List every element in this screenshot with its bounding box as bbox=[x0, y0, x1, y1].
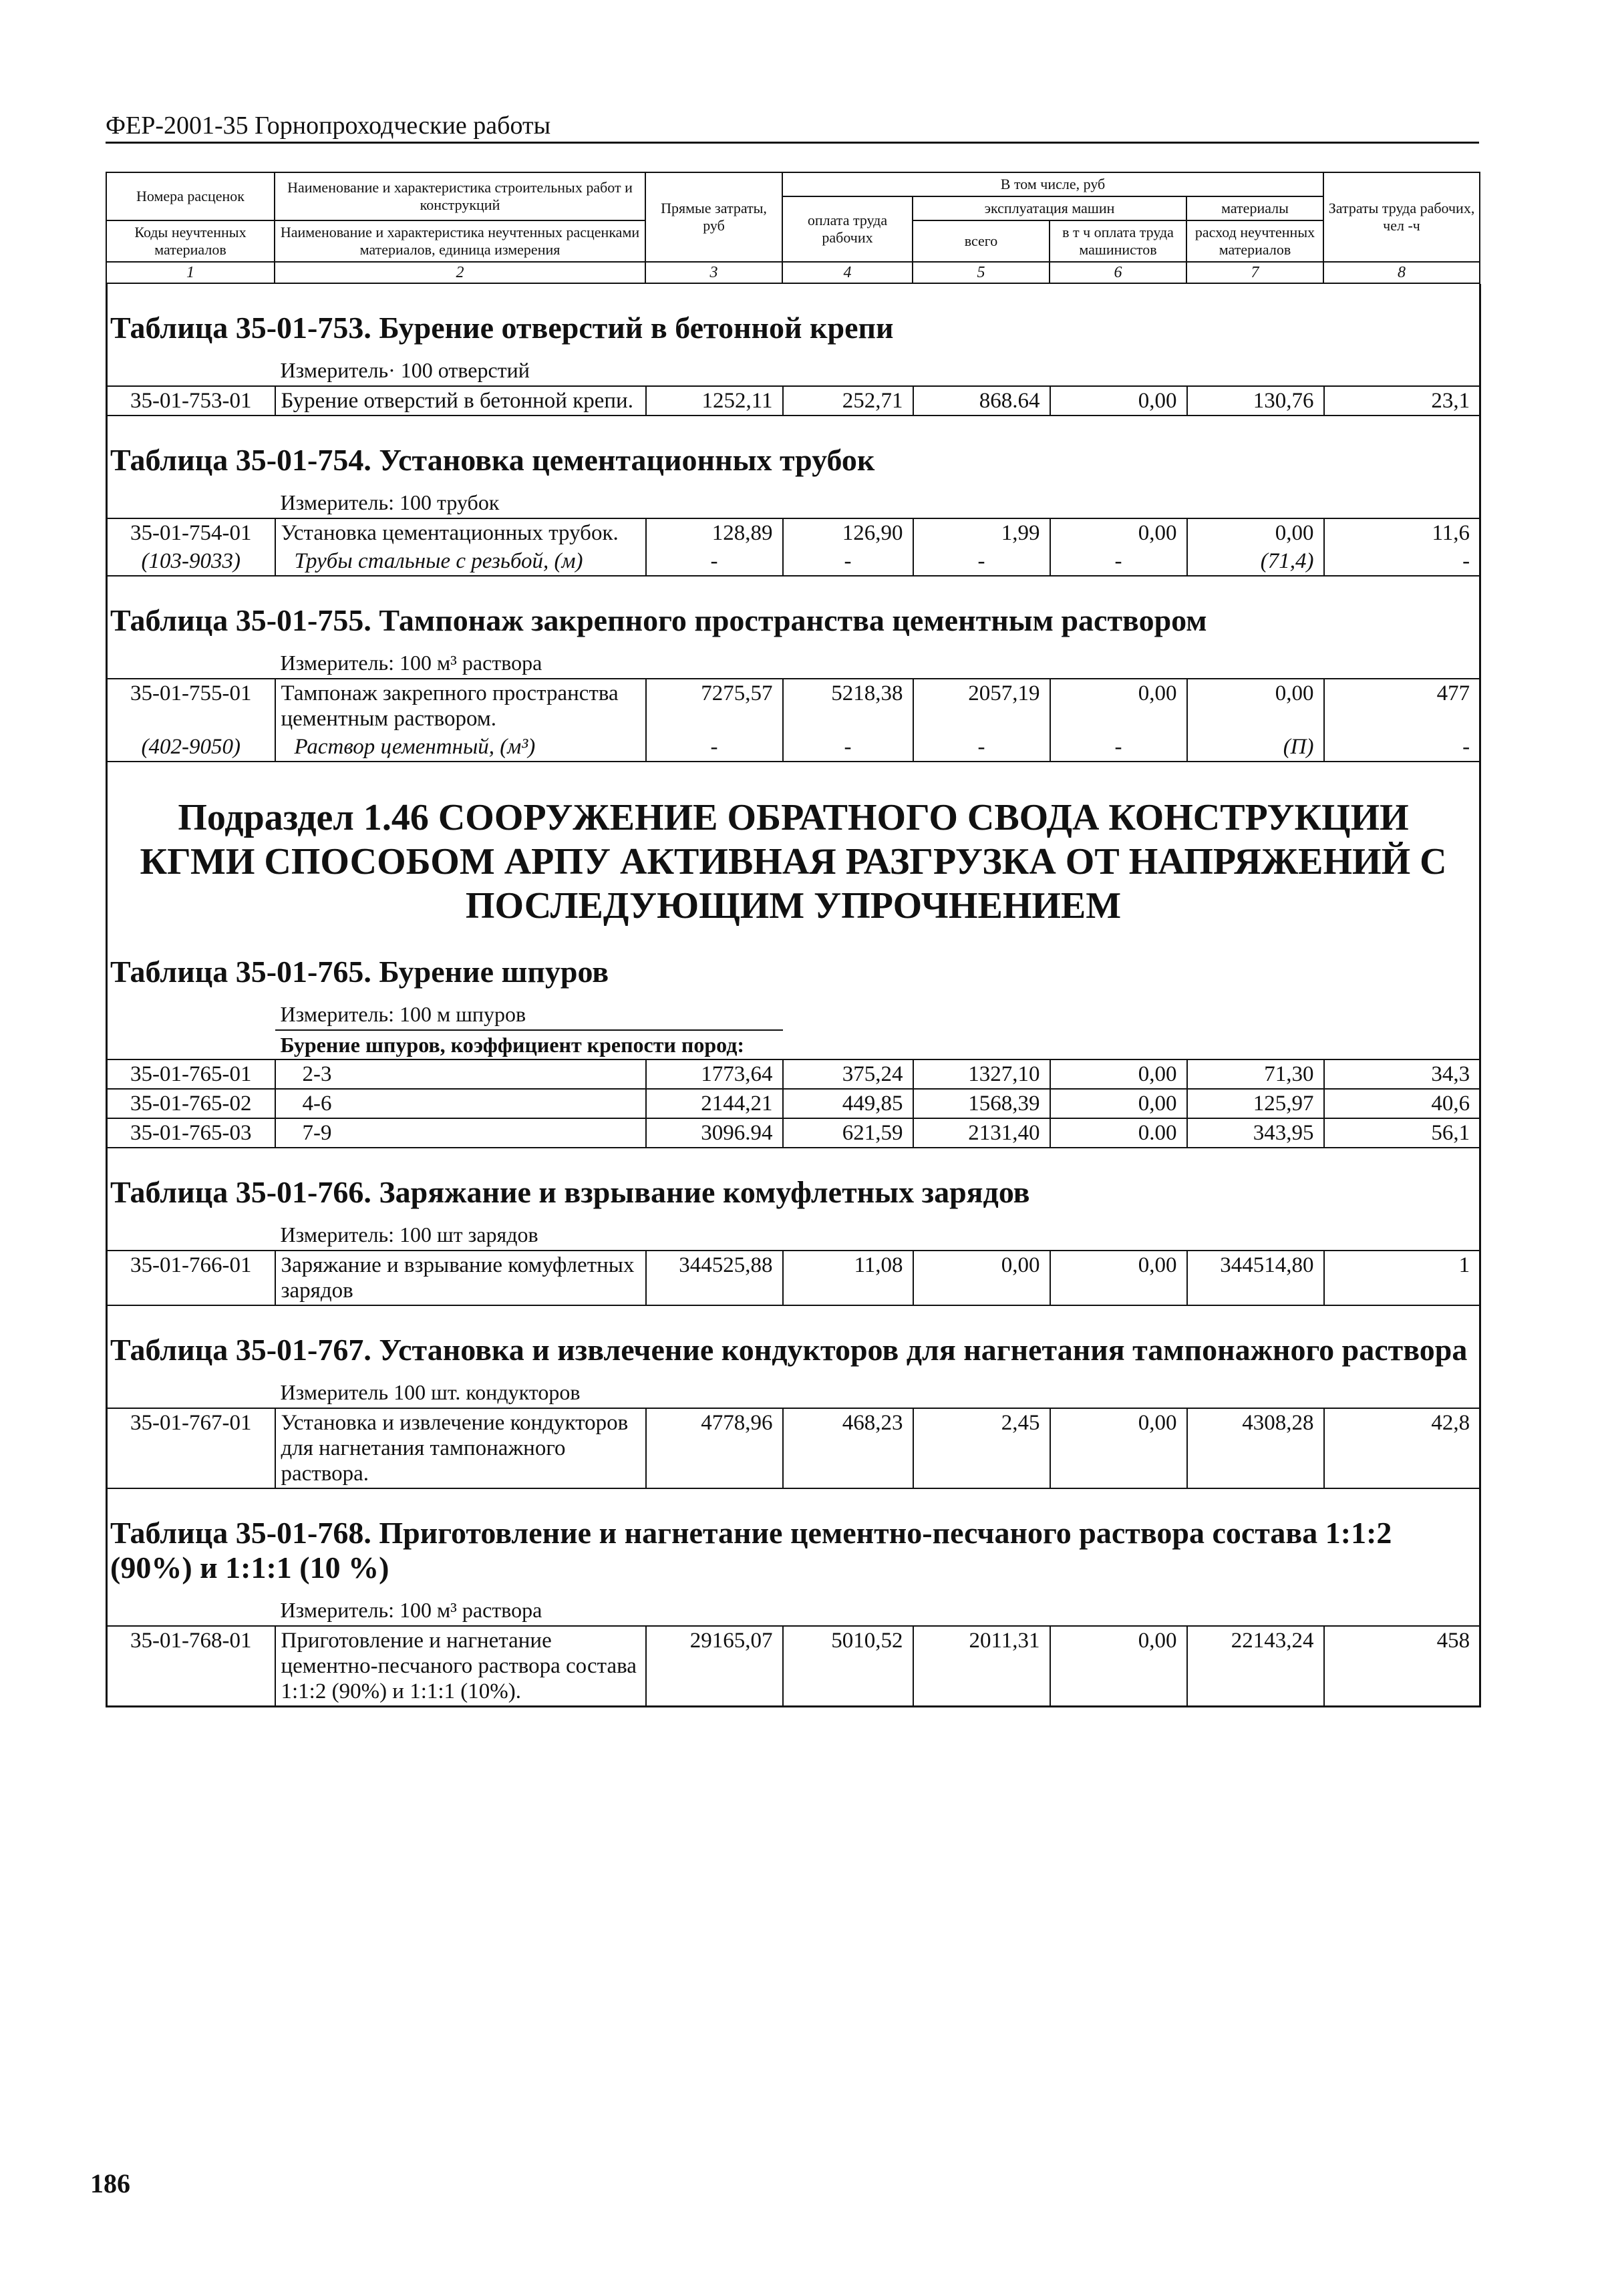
work-name: Установка цементационных трубок. bbox=[275, 518, 646, 547]
labor-pay: 375,24 bbox=[783, 1059, 913, 1089]
materials: 4308,28 bbox=[1187, 1408, 1324, 1488]
table-title: Таблица 35-01-755. Тампонаж закрепного пространства цементным раствором bbox=[110, 603, 1207, 637]
material-name: Раствор цементный, (м³) bbox=[275, 733, 646, 762]
machinist-pay: 0.00 bbox=[1050, 1118, 1187, 1148]
page-header: ФЕР-2001-35 Горнопроходческие работы bbox=[106, 112, 1479, 144]
col-number: 5 bbox=[913, 262, 1050, 283]
rate-code: 35-01-765-02 bbox=[107, 1089, 275, 1118]
materials: (П) bbox=[1187, 733, 1324, 762]
labor-hours: 40,6 bbox=[1324, 1089, 1480, 1118]
labor-hours: 477 bbox=[1324, 679, 1480, 733]
meter-label: Измеритель: 100 шт зарядов bbox=[275, 1219, 783, 1251]
machine-ops: 1,99 bbox=[913, 518, 1050, 547]
header-material-codes: Коды неучтенных материалов bbox=[106, 220, 275, 262]
materials: 343,95 bbox=[1187, 1118, 1324, 1148]
direct-costs: 344525,88 bbox=[646, 1251, 783, 1305]
machine-ops: 1568,39 bbox=[913, 1089, 1050, 1118]
labor-hours: 1 bbox=[1324, 1251, 1480, 1305]
labor-pay: 449,85 bbox=[783, 1089, 913, 1118]
table-title: Таблица 35-01-768. Приготовление и нагнетание цементно-песчаного раствора состава 1:1:2 (90%) и 1:1:1 (10 %) bbox=[110, 1516, 1392, 1585]
materials: 125,97 bbox=[1187, 1089, 1324, 1118]
material-code: (402-9050) bbox=[107, 733, 275, 762]
work-name: Установка и извлечение кондукторов для нагнетания тампонажного раствора. bbox=[275, 1408, 646, 1488]
materials: 0,00 bbox=[1187, 518, 1324, 547]
labor-hours: 42,8 bbox=[1324, 1408, 1480, 1488]
header-direct-costs: Прямые затраты, руб bbox=[645, 172, 782, 262]
table-title: Таблица 35-01-753. Бурение отверстий в бетонной крепи bbox=[110, 311, 894, 345]
machine-ops: 2057,19 bbox=[913, 679, 1050, 733]
header-machinist-pay: в т ч оплата труда машинистов bbox=[1050, 220, 1186, 262]
materials: 71,30 bbox=[1187, 1059, 1324, 1089]
rates-document bbox=[106, 172, 1479, 1707]
machine-ops: 0,00 bbox=[913, 1251, 1050, 1305]
direct-costs: 3096.94 bbox=[646, 1118, 783, 1148]
direct-costs: - bbox=[646, 547, 783, 576]
rate-code: 35-01-753-01 bbox=[107, 386, 275, 416]
work-name: 4-6 bbox=[275, 1089, 646, 1118]
machine-ops: 2011,31 bbox=[913, 1626, 1050, 1707]
rate-code: 35-01-754-01 bbox=[107, 518, 275, 547]
work-name: 7-9 bbox=[275, 1118, 646, 1148]
machine-ops: 2,45 bbox=[913, 1408, 1050, 1488]
meter-label: Измеритель· 100 отверстий bbox=[275, 355, 783, 386]
header-rate-numbers: Номера расценок bbox=[106, 172, 275, 220]
col-number: 4 bbox=[782, 262, 913, 283]
labor-hours: 23,1 bbox=[1324, 386, 1480, 416]
subgroup-heading: Бурение шпуров, коэффициент крепости пород: bbox=[275, 1030, 1480, 1059]
labor-hours: 34,3 bbox=[1324, 1059, 1480, 1089]
direct-costs: 2144,21 bbox=[646, 1089, 783, 1118]
labor-pay: 5218,38 bbox=[783, 679, 913, 733]
work-name: Приготовление и нагнетание цементно-песчаного раствора состава 1:1:2 (90%) и 1:1:1 (10%). bbox=[275, 1626, 646, 1707]
machine-ops: 1327,10 bbox=[913, 1059, 1050, 1089]
labor-pay: 252,71 bbox=[783, 386, 913, 416]
materials: 344514,80 bbox=[1187, 1251, 1324, 1305]
material-row bbox=[107, 547, 1480, 576]
machinist-pay: - bbox=[1050, 547, 1187, 576]
material-row bbox=[107, 733, 1480, 762]
machine-ops: - bbox=[913, 733, 1050, 762]
table-row bbox=[107, 386, 1480, 416]
direct-costs: 1773,64 bbox=[646, 1059, 783, 1089]
table-row bbox=[107, 1408, 1480, 1488]
table-title: Таблица 35-01-754. Установка цементационных трубок bbox=[110, 443, 875, 477]
header-materials-unaccounted: расход неучтенных материалов bbox=[1186, 220, 1323, 262]
column-header-table bbox=[106, 172, 1480, 284]
work-name: 2-3 bbox=[275, 1059, 646, 1089]
rate-code: 35-01-766-01 bbox=[107, 1251, 275, 1305]
col-number: 1 bbox=[106, 262, 275, 283]
subsection-title: Подраздел 1.46 СООРУЖЕНИЕ ОБРАТНОГО СВОДА КОНСТРУКЦИИ КГМИ СПОСОБОМ АРПУ АКТИВНАЯ РАЗГРУЗКА ОТ НАПРЯЖЕНИЙ С ПОСЛЕДУЮЩИМ УПРОЧНЕНИЕМ bbox=[140, 797, 1447, 927]
labor-hours: - bbox=[1324, 547, 1480, 576]
machine-ops: - bbox=[913, 547, 1050, 576]
table-row bbox=[107, 679, 1480, 733]
meter-label: Измеритель: 100 м³ раствора bbox=[275, 1595, 783, 1626]
rate-code: 35-01-765-03 bbox=[107, 1118, 275, 1148]
header-machine-ops: эксплуатация машин bbox=[913, 196, 1186, 220]
meter-label: Измеритель 100 шт. кондукторов bbox=[275, 1377, 783, 1408]
labor-pay: 468,23 bbox=[783, 1408, 913, 1488]
table-title: Таблица 35-01-766. Заряжание и взрывание комуфлетных зарядов bbox=[110, 1175, 1030, 1209]
header-materials: материалы bbox=[1186, 196, 1323, 220]
table-title: Таблица 35-01-767. Установка и извлечение кондукторов для нагнетания тампонажного раствора bbox=[110, 1333, 1468, 1367]
labor-pay: - bbox=[783, 547, 913, 576]
work-name: Тампонаж закрепного пространства цементным раствором. bbox=[275, 679, 646, 733]
machinist-pay: 0,00 bbox=[1050, 1089, 1187, 1118]
machinist-pay: 0,00 bbox=[1050, 679, 1187, 733]
col-number: 6 bbox=[1050, 262, 1186, 283]
table-row bbox=[107, 1089, 1480, 1118]
work-name: Бурение отверстий в бетонной крепи. bbox=[275, 386, 646, 416]
table-row bbox=[107, 518, 1480, 547]
header-material-names: Наименование и характеристика неучтенных расценками материалов, единица измерения bbox=[275, 220, 645, 262]
direct-costs: 29165,07 bbox=[646, 1626, 783, 1707]
col-number: 7 bbox=[1186, 262, 1323, 283]
rate-code: 35-01-768-01 bbox=[107, 1626, 275, 1707]
meter-label: Измеритель: 100 м шпуров bbox=[275, 999, 783, 1030]
header-work-name: Наименование и характеристика строительных работ и конструкций bbox=[275, 172, 645, 220]
labor-hours: 56,1 bbox=[1324, 1118, 1480, 1148]
work-name: Заряжание и взрывание комуфлетных зарядов bbox=[275, 1251, 646, 1305]
labor-hours: 11,6 bbox=[1324, 518, 1480, 547]
col-number: 2 bbox=[275, 262, 645, 283]
machinist-pay: 0,00 bbox=[1050, 1251, 1187, 1305]
labor-pay: - bbox=[783, 733, 913, 762]
direct-costs: 128,89 bbox=[646, 518, 783, 547]
machinist-pay: 0,00 bbox=[1050, 1626, 1187, 1707]
machinist-pay: 0,00 bbox=[1050, 1059, 1187, 1089]
rates-body-table bbox=[106, 284, 1481, 1707]
page-number: 186 bbox=[90, 2168, 130, 2198]
header-labor-pay: оплата труда рабочих bbox=[782, 196, 913, 262]
direct-costs: 4778,96 bbox=[646, 1408, 783, 1488]
table-row bbox=[107, 1118, 1480, 1148]
materials: 130,76 bbox=[1187, 386, 1324, 416]
header-in-total: В том числе, руб bbox=[782, 172, 1323, 196]
rate-code: 35-01-765-01 bbox=[107, 1059, 275, 1089]
materials: 22143,24 bbox=[1187, 1626, 1324, 1707]
materials: (71,4) bbox=[1187, 547, 1324, 576]
material-code: (103-9033) bbox=[107, 547, 275, 576]
table-row bbox=[107, 1251, 1480, 1305]
labor-hours: 458 bbox=[1324, 1626, 1480, 1707]
meter-label: Измеритель: 100 м³ раствора bbox=[275, 647, 783, 679]
machine-ops: 2131,40 bbox=[913, 1118, 1050, 1148]
labor-pay: 11,08 bbox=[783, 1251, 913, 1305]
header-machine-total: всего bbox=[913, 220, 1050, 262]
material-name: Трубы стальные с резьбой, (м) bbox=[275, 547, 646, 576]
direct-costs: 1252,11 bbox=[646, 386, 783, 416]
labor-hours: - bbox=[1324, 733, 1480, 762]
col-number: 8 bbox=[1323, 262, 1480, 283]
materials: 0,00 bbox=[1187, 679, 1324, 733]
labor-pay: 5010,52 bbox=[783, 1626, 913, 1707]
table-title: Таблица 35-01-765. Бурение шпуров bbox=[110, 955, 609, 989]
meter-label: Измеритель: 100 трубок bbox=[275, 487, 783, 518]
machinist-pay: 0,00 bbox=[1050, 518, 1187, 547]
header-labor-costs: Затраты труда рабочих, чел -ч bbox=[1323, 172, 1480, 262]
machinist-pay: - bbox=[1050, 733, 1187, 762]
machine-ops: 868.64 bbox=[913, 386, 1050, 416]
labor-pay: 621,59 bbox=[783, 1118, 913, 1148]
direct-costs: 7275,57 bbox=[646, 679, 783, 733]
machinist-pay: 0,00 bbox=[1050, 386, 1187, 416]
table-row bbox=[107, 1626, 1480, 1707]
col-number: 3 bbox=[645, 262, 782, 283]
direct-costs: - bbox=[646, 733, 783, 762]
table-row bbox=[107, 1059, 1480, 1089]
machinist-pay: 0,00 bbox=[1050, 1408, 1187, 1488]
rate-code: 35-01-767-01 bbox=[107, 1408, 275, 1488]
rate-code: 35-01-755-01 bbox=[107, 679, 275, 733]
labor-pay: 126,90 bbox=[783, 518, 913, 547]
